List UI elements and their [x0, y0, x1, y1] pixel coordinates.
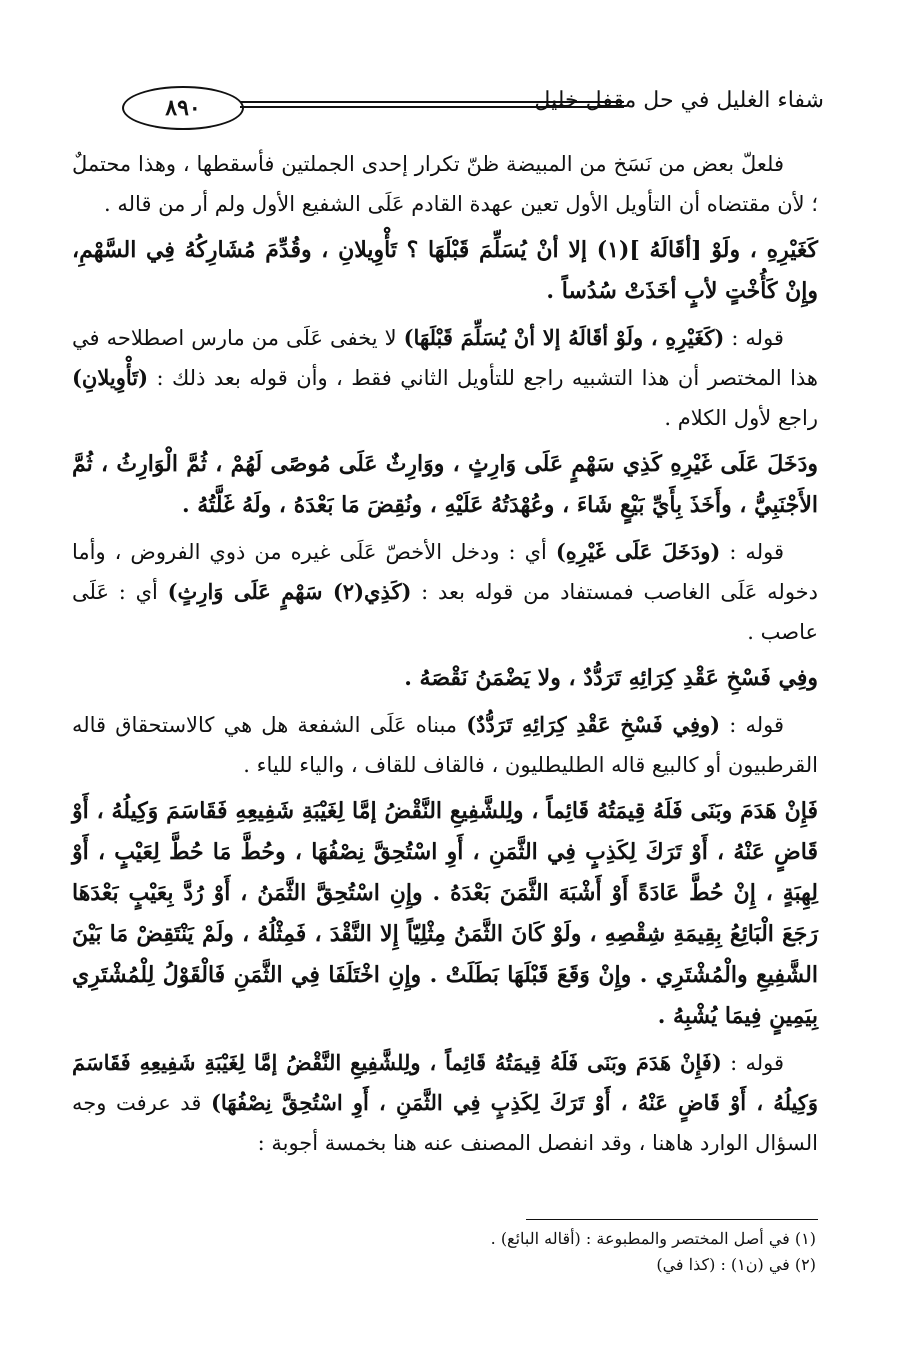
matn-2: ودَخَلَ عَلَى غَيْرِهِ كَذِي سَهْمٍ عَلَى وَارِثٍ ، ووَارِثٌ عَلَى مُوصًى لَهُمْ ، ثُمَّ الْوَارِثُ ، ثُمَّ الأَجْنَبِيُّ ، وأَخَذَ بِأَيِّ بَيْعٍ شَاءَ ، وعُهْدَتُهُ عَلَيْهِ ، ونُقِضَ مَا بَعْدَهُ ، ولَهُ غَلَّتُهُ . [72, 451, 818, 518]
quoted-matn: (ودَخَلَ عَلَى غَيْرِهِ) [555, 539, 721, 564]
running-title: شفاء الغليل في حل مقفل خليل [534, 88, 824, 113]
quoted-matn: (تَأْوِيلانِ) [72, 365, 149, 390]
paragraph-2: قوله : (كَغَيْرِهِ ، ولَوْ أقَالَهُ إلا أنْ يُسَلِّمَ قَبْلَهَا) لا يخفى عَلَى من مارس اصطلاحه في هذا المختصر أن هذا التشبيه راجع للتأويل الثاني فقط ، وأن قوله بعد ذلك : (تَأْوِيلانِ) راجع لأول الكلام . [72, 325, 818, 430]
quoted-matn: (كَذِي(٢) سَهْمٍ عَلَى وَارِثٍ) [167, 579, 412, 604]
paragraph-5: قوله : (فَإِنْ هَدَمَ وبَنَى فَلَهُ قِيمَتُهُ قَائِماً ، ولِلشَّفِيعِ النَّقْضُ إمَّا لِغَيْبَةِ شَفِيعِهِ فَقَاسَمَ وَكِيلُهُ ، أَوْ قَاضٍ عَنْهُ ، أَوْ تَرَكَ لِكَذِبٍ فِي الثَّمَنِ ، أَوِ اسْتُحِقَّ نِصْفُهَا) قد عرفت وجه السؤال الوارد هاهنا ، وقد انفصل المصنف عنه هنا بخمسة أجوبة : [72, 1050, 818, 1155]
quoted-matn: (كَغَيْرِهِ ، ولَوْ أقَالَهُ إلا أنْ يُسَلِّمَ قَبْلَهَا) [403, 325, 725, 350]
footnote-separator [526, 1219, 818, 1220]
matn-4: فَإِنْ هَدَمَ وبَنَى فَلَهُ قِيمَتُهُ قَائِماً ، ولِلشَّفِيعِ النَّقْضُ إمَّا لِغَيْبَةِ شَفِيعِهِ فَقَاسَمَ وَكِيلُهُ ، أَوْ قَاضٍ عَنْهُ ، أَوْ تَرَكَ لِكَذِبٍ فِي الثَّمَنِ ، أَوِ اسْتُحِقَّ نِصْفُهَا ، وحُطَّ مَا حُطَّ لِعَيْبٍ ، أَوْ لِهِبَةٍ ، إِنْ حُطَّ عَادَةً أَوْ أَشْبَهَ الثَّمَنَ بَعْدَهُ . وإِنِ اسْتُحِقَّ الثَّمَنُ ، أَوْ رُدَّ بِعَيْبٍ بَعْدَهَا رَجَعَ الْبَائِعُ بِقِيمَةِ شِقْصِهِ ، ولَوْ كَانَ الثَّمَنُ مِثْلِيّاً إِلا النَّقْدَ ، فَمِثْلُهُ ، ولَمْ يَنْتَقِضْ مَا بَيْنَ الشَّفِيعِ والْمُشْتَرِي . وإِنْ وَقَعَ قَبْلَهَا بَطَلَتْ . وإِنِ اخْتَلَفَا فِي الثَّمَنِ فَالْقَوْلُ لِلْمُشْتَرِي بِيَمِينٍ فِيمَا يُشْبِهُ . [72, 798, 818, 1029]
page-number: ٨٩٠ [122, 86, 244, 130]
matn-3: وفِي فَسْخِ عَقْدِ كِرَائِهِ تَرَدُّدٌ ، ولا يَضْمَنُ نَقْصَهُ . [404, 665, 818, 691]
quoted-matn: (فَإِنْ هَدَمَ وبَنَى فَلَهُ قِيمَتُهُ قَائِماً ، ولِلشَّفِيعِ النَّقْضُ إمَّا لِغَيْبَةِ شَفِيعِهِ فَقَاسَمَ وَكِيلُهُ ، أَوْ قَاضٍ عَنْهُ ، أَوْ تَرَكَ لِكَذِبٍ فِي الثَّمَنِ ، أَوِ اسْتُحِقَّ نِصْفُهَا) [72, 1050, 818, 1115]
matn-1: كَغَيْرِهِ ، ولَوْ [أقَالَهُ ](١) إلا أنْ يُسَلِّمَ قَبْلَهَا ؟ تَأْوِيلانِ ، وقُدِّمَ مُشَارِكُهُ فِي السَّهْمِ، وإِنْ كَأُخْتٍ لأبٍ أخَذَتْ سُدُساً . [72, 237, 818, 304]
footnote-2: (٢) في (ن١) : (كذا في) [656, 1255, 816, 1274]
paragraph-3: قوله : (ودَخَلَ عَلَى غَيْرِهِ) أي : ودخل الأخصّ عَلَى غيره من ذوي الفروض ، وأما دخوله عَلَى الغاصب فمستفاد من قوله بعد : (كَذِي(٢) سَهْمٍ عَلَى وَارِثٍ) أي : عَلَى عاصب . [72, 539, 818, 644]
footnote-1: (١) في أصل المختصر والمطبوعة : (أقاله البائع) . [490, 1229, 816, 1248]
main-text [72, 144, 818, 1169]
paragraph-1: فلعلّ بعض من نَسَخ من المبيضة ظنّ تكرار إحدى الجملتين فأسقطها ، وهذا محتملٌ ؛ لأن مقتضاه أن التأويل الأول تعين عهدة القادم عَلَى الشفيع الأول ولم أر من قاله . [72, 152, 818, 216]
paragraph-4: قوله : (وفِي فَسْخِ عَقْدِ كِرَائِهِ تَرَدُّدٌ) مبناه عَلَى الشفعة هل هي كالاستحقاق قاله القرطبيون أو كالبيع قاله الطليطليون ، فالقاف للقاف ، والياء للياء . [72, 712, 818, 777]
footnotes [300, 1226, 816, 1278]
quoted-matn: (وفِي فَسْخِ عَقْدِ كِرَائِهِ تَرَدُّدٌ) [466, 712, 721, 737]
page-header [88, 86, 824, 130]
